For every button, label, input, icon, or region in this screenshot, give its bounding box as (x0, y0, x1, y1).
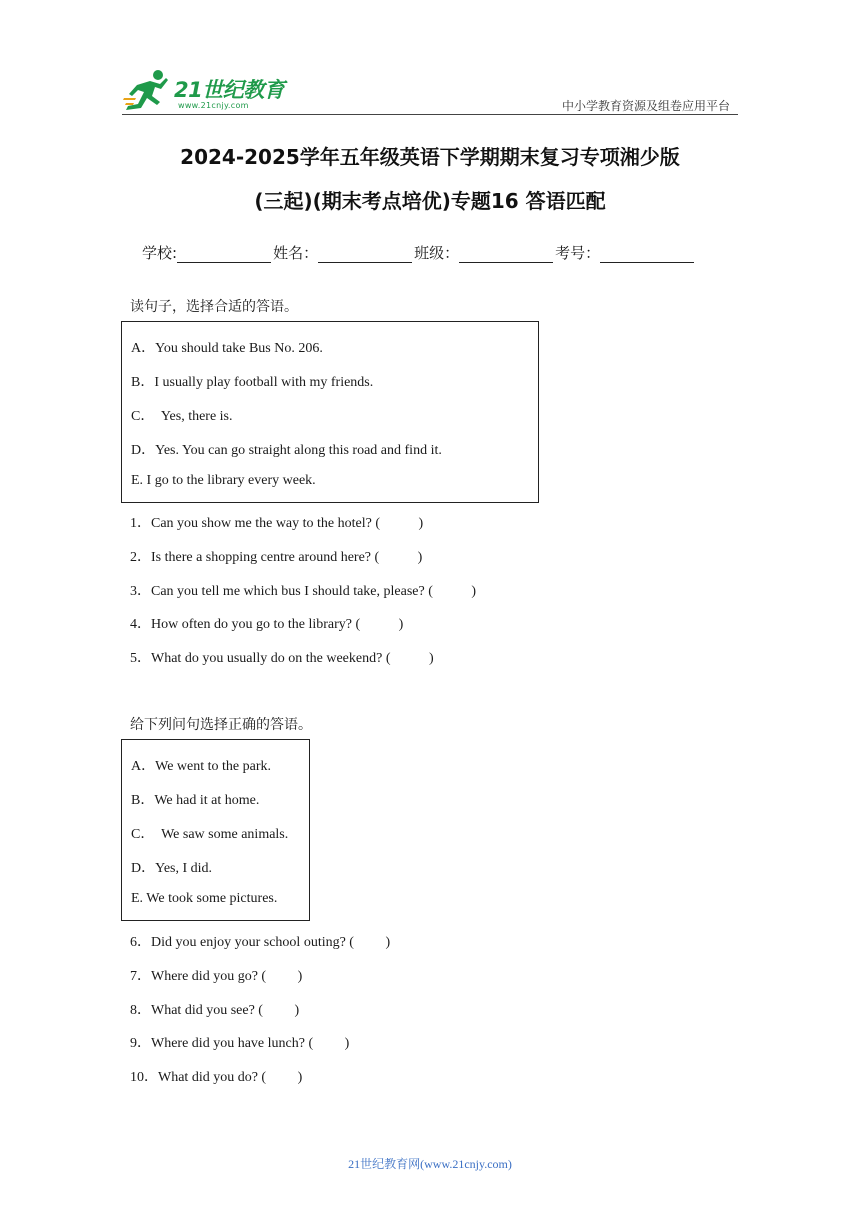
option-item: E. I go to the library every week. (131, 473, 316, 488)
option-item: D．Yes, I did. (131, 861, 213, 876)
question-item[interactable]: 6．Did you enjoy your school outing? ( ) (130, 935, 391, 950)
question-item[interactable]: 3．Can you tell me which bus I should take, please? ( ) (130, 584, 477, 599)
section1-options-box (121, 321, 539, 503)
class-blank[interactable] (459, 246, 553, 263)
question-item[interactable]: 5．What do you usually do on the weekend? ( ) (130, 651, 434, 666)
name-label: 姓名： (273, 244, 319, 262)
question-item[interactable]: 10．What did you do? ( ) (130, 1070, 303, 1085)
section2-instruction: 给下列问句选择正确的答语。 (130, 717, 312, 733)
student-info-row (142, 242, 696, 263)
option-item: B．I usually play football with my friends. (131, 375, 374, 390)
header-divider (122, 114, 738, 115)
runner-logo-icon (122, 68, 174, 116)
option-item: A．We went to the park. (131, 759, 271, 774)
number-blank[interactable] (600, 246, 694, 263)
question-item[interactable]: 7．Where did you go? ( ) (130, 969, 303, 984)
platform-tagline: 中小学教育资源及组卷应用平台 (561, 99, 730, 113)
name-blank[interactable] (318, 246, 412, 263)
school-field[interactable] (142, 242, 273, 263)
question-item[interactable]: 9．Where did you have lunch? ( ) (130, 1036, 350, 1051)
question-item[interactable]: 4．How often do you go to the library? ( ) (130, 617, 404, 632)
option-item: A．You should take Bus No. 206. (131, 341, 323, 356)
question-item[interactable]: 2．Is there a shopping centre around here? ( ) (130, 550, 423, 565)
section2-options-box (121, 739, 310, 921)
page-title-line2: (三起)(期末考点培优)专题16 答语匹配 (254, 189, 606, 213)
option-item: E. We took some pictures. (131, 891, 278, 906)
school-blank[interactable] (177, 246, 271, 263)
page-title-line1: 2024-2025学年五年级英语下学期期末复习专项湘少版 (180, 145, 680, 169)
name-field[interactable] (273, 242, 414, 263)
logo-text: 21世纪教育 (174, 78, 285, 102)
option-item: C． Yes, there is. (131, 409, 233, 424)
school-label: 学校: (142, 244, 178, 262)
number-field[interactable] (555, 242, 696, 263)
question-item[interactable]: 8．What did you see? ( ) (130, 1003, 300, 1018)
class-field[interactable] (414, 242, 555, 263)
option-item: C． We saw some animals. (131, 827, 289, 842)
class-label: 班级： (414, 244, 460, 262)
site-logo (122, 68, 292, 116)
option-item: D．Yes. You can go straight along this road and find it. (131, 443, 442, 458)
question-item[interactable]: 1．Can you show me the way to the hotel? ( ) (130, 516, 424, 531)
logo-url: www.21cnjy.com (178, 101, 249, 110)
section1-instruction: 读句子，选择合适的答语。 (130, 299, 298, 315)
footer-link[interactable]: 21世纪教育网(www.21cnjy.com) (348, 1157, 512, 1171)
number-label: 考号： (555, 244, 601, 262)
option-item: B．We had it at home. (131, 793, 260, 808)
